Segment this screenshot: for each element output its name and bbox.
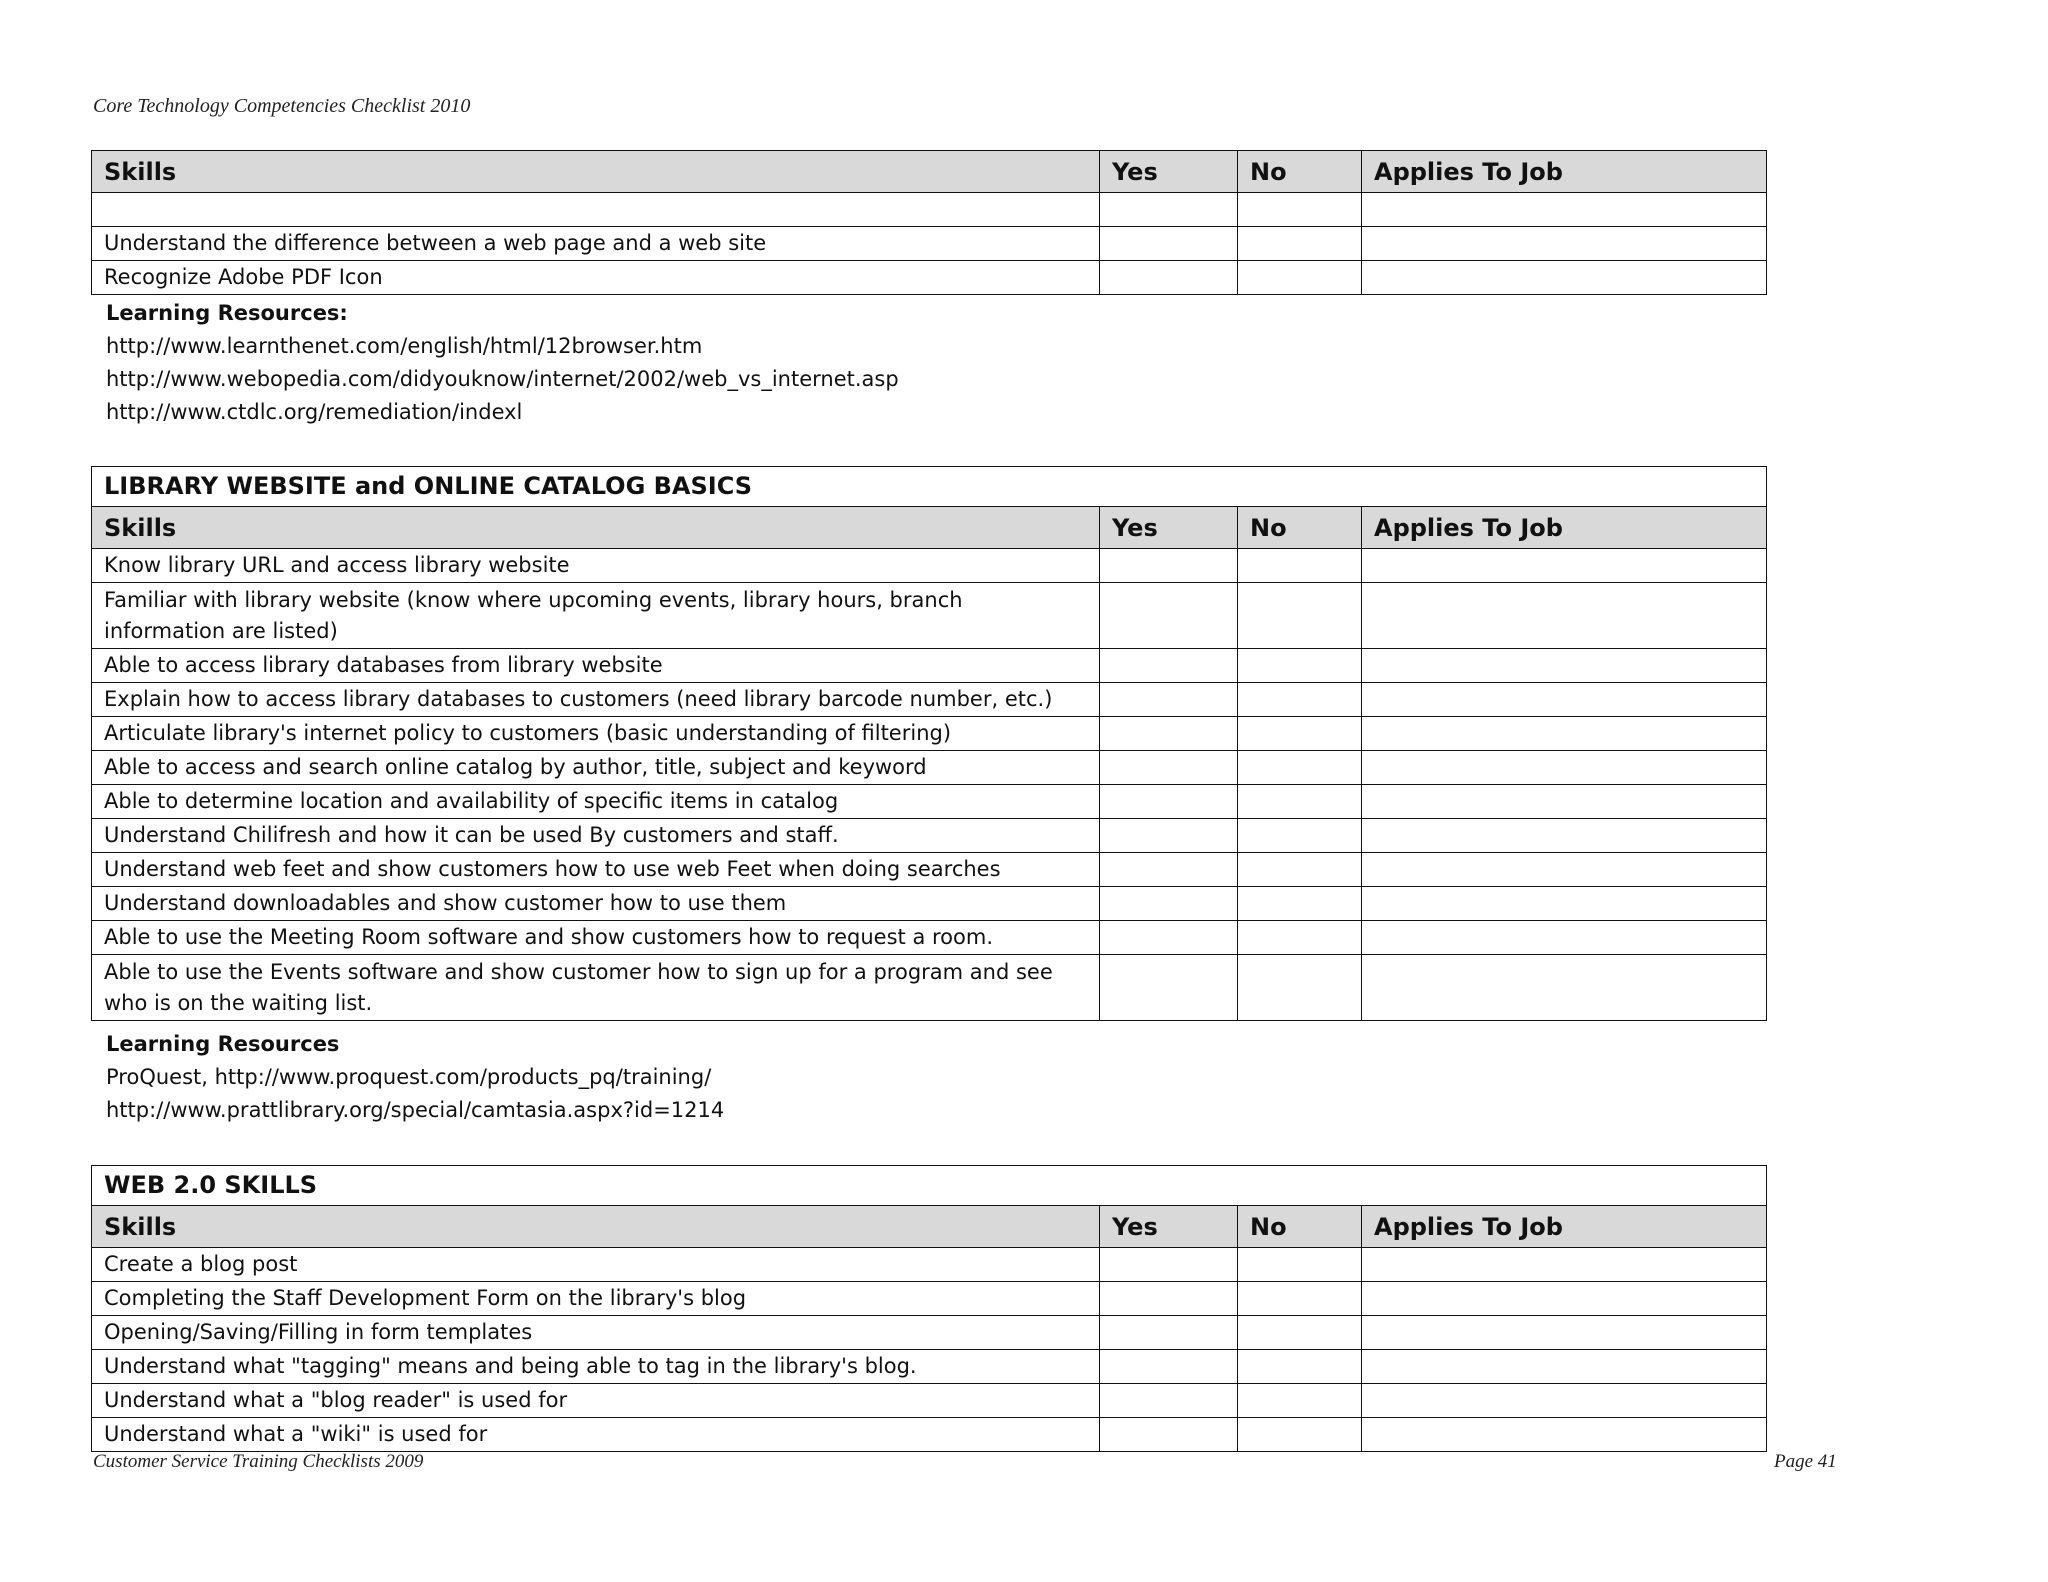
skill-cell: Able to determine location and availability of specific items in catalog (92, 785, 1100, 819)
yes-cell[interactable] (1100, 1248, 1238, 1282)
table-row (92, 193, 1767, 227)
applies-cell[interactable] (1362, 921, 1767, 955)
skills-table-general (91, 150, 1767, 295)
resource-link[interactable]: http://www.webopedia.com/didyouknow/internet/2002/web_vs_internet.asp (106, 367, 899, 391)
applies-cell[interactable] (1362, 1384, 1767, 1418)
table-row (92, 751, 1767, 785)
applies-cell[interactable] (1362, 887, 1767, 921)
resources-title: Learning Resources: (106, 301, 348, 325)
table-row (92, 649, 1767, 683)
resource-link[interactable]: http://www.prattlibrary.org/special/camtasia.aspx?id=1214 (106, 1098, 725, 1122)
yes-cell[interactable] (1100, 649, 1238, 683)
no-cell[interactable] (1238, 649, 1362, 683)
skill-cell: Able to use the Meeting Room software and show customers how to request a room. (92, 921, 1100, 955)
yes-cell[interactable] (1100, 683, 1238, 717)
page-number: Page 41 (1774, 1451, 1837, 1472)
skill-cell: Understand the difference between a web page and a web site (92, 227, 1100, 261)
skill-cell: Understand what a "wiki" is used for (92, 1418, 1100, 1452)
yes-cell[interactable] (1100, 583, 1238, 649)
yes-cell[interactable] (1100, 193, 1238, 227)
applies-cell[interactable] (1362, 955, 1767, 1021)
table-row (92, 1418, 1767, 1452)
skills-table-web20 (91, 1165, 1767, 1452)
yes-cell[interactable] (1100, 549, 1238, 583)
no-column-header: No (1238, 1206, 1362, 1248)
no-column-header: No (1238, 151, 1362, 193)
no-cell[interactable] (1238, 955, 1362, 1021)
table-row (92, 683, 1767, 717)
table-row (92, 583, 1767, 649)
no-cell[interactable] (1238, 1384, 1362, 1418)
no-cell[interactable] (1238, 683, 1362, 717)
skills-column-header: Skills (92, 1206, 1100, 1248)
table-row (92, 227, 1767, 261)
applies-cell[interactable] (1362, 717, 1767, 751)
applies-cell[interactable] (1362, 785, 1767, 819)
page-footer-title: Customer Service Training Checklists 2009 (93, 1451, 424, 1472)
applies-cell[interactable] (1362, 649, 1767, 683)
no-cell[interactable] (1238, 1248, 1362, 1282)
no-cell[interactable] (1238, 717, 1362, 751)
applies-cell[interactable] (1362, 227, 1767, 261)
yes-cell[interactable] (1100, 785, 1238, 819)
skill-cell: Recognize Adobe PDF Icon (92, 261, 1100, 295)
skill-cell: Able to access library databases from library website (92, 649, 1100, 683)
no-cell[interactable] (1238, 227, 1362, 261)
resources-title: Learning Resources (106, 1032, 340, 1056)
table-row (92, 819, 1767, 853)
yes-cell[interactable] (1100, 1282, 1238, 1316)
yes-cell[interactable] (1100, 887, 1238, 921)
applies-column-header: Applies To Job (1362, 151, 1767, 193)
table-row (92, 887, 1767, 921)
yes-cell[interactable] (1100, 819, 1238, 853)
learning-resources-library (106, 1028, 724, 1127)
yes-column-header: Yes (1100, 1206, 1238, 1248)
no-cell[interactable] (1238, 1418, 1362, 1452)
table-row (92, 717, 1767, 751)
skill-cell: Understand web feet and show customers how to use web Feet when doing searches (92, 853, 1100, 887)
no-cell[interactable] (1238, 785, 1362, 819)
yes-cell[interactable] (1100, 921, 1238, 955)
table-row (92, 1350, 1767, 1384)
no-cell[interactable] (1238, 853, 1362, 887)
skill-cell: Able to use the Events software and show customer how to sign up for a program and see who is on the waiting list. (92, 955, 1100, 1021)
no-cell[interactable] (1238, 921, 1362, 955)
applies-column-header: Applies To Job (1362, 507, 1767, 549)
yes-cell[interactable] (1100, 1316, 1238, 1350)
applies-cell[interactable] (1362, 1282, 1767, 1316)
skill-cell: Familiar with library website (know where upcoming events, library hours, branch information are listed) (92, 583, 1100, 649)
learning-resources-general (106, 297, 899, 429)
applies-cell[interactable] (1362, 751, 1767, 785)
applies-cell[interactable] (1362, 853, 1767, 887)
section-title-row (92, 1166, 1767, 1206)
section-title: WEB 2.0 SKILLS (92, 1166, 1767, 1206)
yes-cell[interactable] (1100, 1384, 1238, 1418)
skill-cell: Explain how to access library databases to customers (need library barcode number, etc.) (92, 683, 1100, 717)
applies-cell[interactable] (1362, 683, 1767, 717)
skill-cell: Understand downloadables and show customer how to use them (92, 887, 1100, 921)
page-header: Core Technology Competencies Checklist 2010 (93, 95, 471, 117)
skill-cell: Able to access and search online catalog by author, title, subject and keyword (92, 751, 1100, 785)
skill-cell: Articulate library's internet policy to customers (basic understanding of filtering) (92, 717, 1100, 751)
skill-cell: Completing the Staff Development Form on the library's blog (92, 1282, 1100, 1316)
applies-cell[interactable] (1362, 583, 1767, 649)
yes-cell[interactable] (1100, 1350, 1238, 1384)
no-cell[interactable] (1238, 549, 1362, 583)
table-row (92, 1282, 1767, 1316)
table-row (92, 921, 1767, 955)
no-cell[interactable] (1238, 1282, 1362, 1316)
no-cell[interactable] (1238, 819, 1362, 853)
table-row (92, 549, 1767, 583)
section-title-row (92, 467, 1767, 507)
table-row (92, 1384, 1767, 1418)
table-row (92, 853, 1767, 887)
yes-cell[interactable] (1100, 853, 1238, 887)
skills-column-header: Skills (92, 507, 1100, 549)
table-row (92, 785, 1767, 819)
skill-cell: Create a blog post (92, 1248, 1100, 1282)
table-row (92, 955, 1767, 1021)
applies-cell[interactable] (1362, 1248, 1767, 1282)
applies-cell[interactable] (1362, 1350, 1767, 1384)
applies-cell[interactable] (1362, 819, 1767, 853)
no-cell[interactable] (1238, 193, 1362, 227)
no-column-header: No (1238, 507, 1362, 549)
table-row (92, 1248, 1767, 1282)
yes-cell[interactable] (1100, 261, 1238, 295)
applies-cell[interactable] (1362, 549, 1767, 583)
applies-column-header: Applies To Job (1362, 1206, 1767, 1248)
yes-cell[interactable] (1100, 751, 1238, 785)
table-header-row (92, 151, 1767, 193)
skill-cell: Opening/Saving/Filling in form templates (92, 1316, 1100, 1350)
yes-cell[interactable] (1100, 227, 1238, 261)
skills-table-library-website (91, 466, 1767, 1021)
no-cell[interactable] (1238, 887, 1362, 921)
yes-cell[interactable] (1100, 1418, 1238, 1452)
yes-column-header: Yes (1100, 151, 1238, 193)
yes-column-header: Yes (1100, 507, 1238, 549)
resource-link[interactable]: http://www.learnthenet.com/english/html/12browser.htm (106, 334, 703, 358)
skill-cell: Know library URL and access library website (92, 549, 1100, 583)
applies-cell[interactable] (1362, 1418, 1767, 1452)
no-cell[interactable] (1238, 1316, 1362, 1350)
table-row (92, 1316, 1767, 1350)
table-header-row (92, 1206, 1767, 1248)
skill-cell: Understand Chilifresh and how it can be used By customers and staff. (92, 819, 1100, 853)
table-row (92, 261, 1767, 295)
yes-cell[interactable] (1100, 955, 1238, 1021)
resource-link[interactable]: http://www.ctdlc.org/remediation/indexl (106, 400, 523, 424)
applies-cell[interactable] (1362, 1316, 1767, 1350)
applies-cell[interactable] (1362, 193, 1767, 227)
yes-cell[interactable] (1100, 717, 1238, 751)
no-cell[interactable] (1238, 751, 1362, 785)
skill-cell (92, 193, 1100, 227)
no-cell[interactable] (1238, 261, 1362, 295)
section-title: LIBRARY WEBSITE and ONLINE CATALOG BASICS (92, 467, 1767, 507)
skill-cell: Understand what a "blog reader" is used for (92, 1384, 1100, 1418)
resource-link[interactable]: ProQuest, http://www.proquest.com/products_pq/training/ (106, 1065, 712, 1089)
skills-column-header: Skills (92, 151, 1100, 193)
no-cell[interactable] (1238, 583, 1362, 649)
no-cell[interactable] (1238, 1350, 1362, 1384)
applies-cell[interactable] (1362, 261, 1767, 295)
skill-cell: Understand what "tagging" means and being able to tag in the library's blog. (92, 1350, 1100, 1384)
table-header-row (92, 507, 1767, 549)
